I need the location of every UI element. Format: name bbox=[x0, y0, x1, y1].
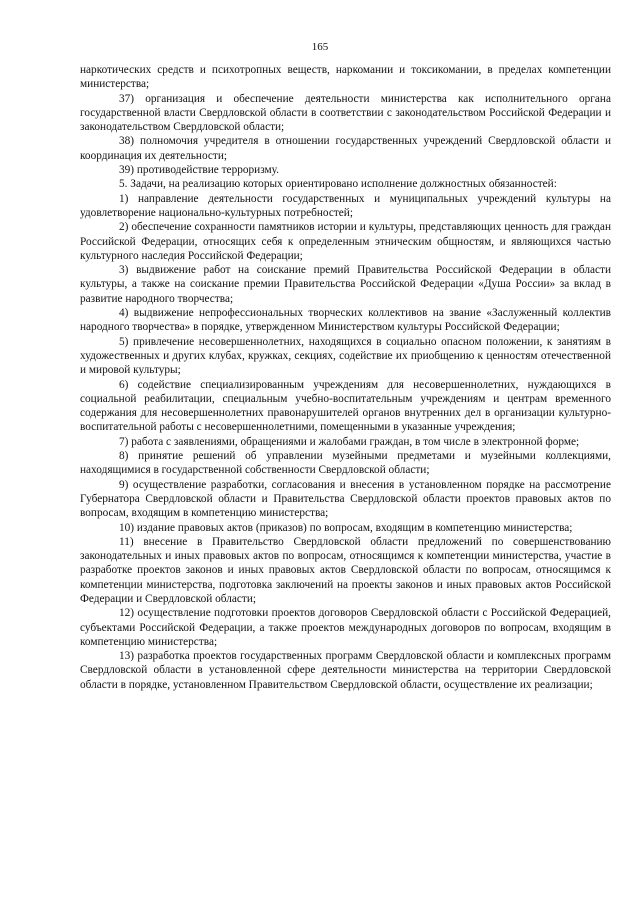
paragraph-task-10: 10) издание правовых актов (приказов) по вопросам, входящим в компетенцию министерства; bbox=[119, 521, 573, 534]
paragraph-task-8: 8) принятие решений об управлении музейными предметами и музейными коллекциями, находящимися в государственной собственности Свердловской области; bbox=[80, 450, 611, 477]
paragraph-task-7: 7) работа с заявлениями, обращениями и жалобами граждан, в том числе в электронной форме; bbox=[119, 435, 580, 448]
paragraph-item-38: 38) полномочия учредителя в отношении государственных учреждений Свердловской области и координация их деятельности; bbox=[80, 135, 611, 162]
paragraph-task-13: 13) разработка проектов государственных программ Свердловской области и комплексных программ Свердловской области в установленной сфере деятельности министерства на территории Свердловской области в порядке, установленном Правительством Свердловской области, осуществление их реализации; bbox=[80, 650, 611, 691]
paragraph-task-1: 1) направление деятельности государственных и муниципальных учреждений культуры на удовлетворение национально-культурных потребностей; bbox=[80, 192, 611, 219]
paragraph-task-4: 4) выдвижение непрофессиональных творческих коллективов на звание «Заслуженный коллектив народного творчества» в порядке, утвержденном Министерством культуры Российской Федерации; bbox=[80, 307, 611, 334]
paragraph-task-12: 12) осуществление подготовки проектов договоров Свердловской области с Российской Федерацией, субъектами Российской Федерации, а также проектов международных договоров по вопросам, входящим в компетенцию министерства; bbox=[80, 607, 611, 648]
paragraph-item-39: 39) противодействие терроризму. bbox=[119, 164, 279, 177]
paragraph-task-3: 3) выдвижение работ на соискание премий Правительства Российской Федерации в области культуры, а также на соискание премии Правительства Российской Федерации «Душа России» за вклад в развитие народного творчества; bbox=[80, 264, 611, 305]
paragraph-task-6: 6) содействие специализированным учреждениям для несовершеннолетних, нуждающихся в социальной реабилитации, специальным учебно-воспитательным учреждениям и центрам временного содержания для несовершеннолетних правонарушителей органов внутренних дел в организации культурно-воспитательной работы с несовершеннолетними, помещенными в указанные учреждения; bbox=[80, 378, 611, 434]
paragraph-item-37: 37) организация и обеспечение деятельности министерства как исполнительного органа государственной власти Свердловской области в соответствии с законодательством Российской Федерации и законодательством Свердловской области; bbox=[80, 92, 611, 134]
section-5-heading: 5. Задачи, на реализацию которых ориентировано исполнение должностных обязанностей: bbox=[119, 178, 557, 191]
paragraph-task-9: 9) осуществление разработки, согласования и внесения в установленном порядке на рассмотрение Губернатора Свердловской области и Правительства Свердловской области проектов правовых актов по вопросам, входящим в компетенцию министерства; bbox=[80, 478, 611, 520]
page-number: 165 bbox=[311, 41, 329, 53]
paragraph-task-2: 2) обеспечение сохранности памятников истории и культуры, представляющих ценность для граждан Российской Федерации, относящих себя к определенным этническим общностям, и являющихся частью культурного наследия Российской Федерации; bbox=[80, 221, 611, 262]
paragraph-task-5: 5) привлечение несовершеннолетних, находящихся в социально опасном положении, к занятиям в художественных и других клубах, кружках, секциях, содействие их приобщению к ценностям отечественной и мировой культуры; bbox=[80, 335, 611, 377]
document-body bbox=[80, 63, 611, 692]
paragraph-continuation: наркотических средств и психотропных веществ, наркомании и токсикомании, в пределах компетенции министерства; bbox=[80, 64, 611, 91]
paragraph-task-11: 11) внесение в Правительство Свердловской области предложений по совершенствованию законодательных и иных правовых актов по вопросам, относящимся к компетенции министерства, участие в разработке проектов законов и иных правовых актов Свердловской области по вопросам, относящимся к компетенции министерства, подготовка заключений на проекты законов и иных правовых актов Российской Федерации и Свердловской области; bbox=[80, 535, 611, 605]
